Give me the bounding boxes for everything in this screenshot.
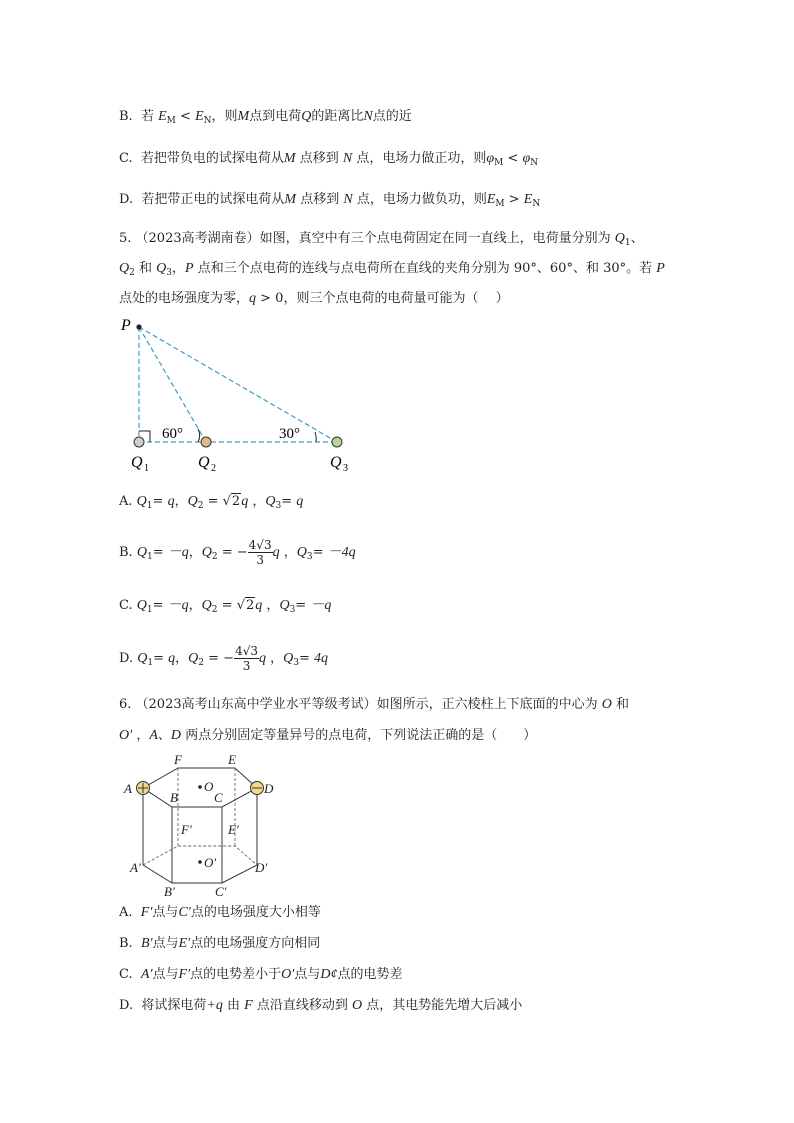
q4-option-b: B. 若 $E_M < E_N$，则M点到电荷Q的距离比N点的近: [119, 109, 412, 126]
label-e: E: [228, 752, 236, 767]
label-c: C: [214, 790, 223, 805]
q6-option-a: A. F′点与C′点的电场强度大小相等: [119, 905, 321, 920]
label-b: B: [170, 790, 178, 805]
label-60: 60°: [162, 426, 183, 442]
label-c-prime: C′: [215, 884, 227, 899]
label-o-prime: O′: [204, 855, 217, 870]
angle-30-arc: [315, 432, 316, 442]
point-o: [198, 785, 202, 789]
q5-option-a: A. $Q_1= q$，$Q_2 = √2q$ ，$Q_3= q$: [119, 494, 304, 511]
q5-option-b: B. $Q_1= -q$，$Q_2$ = − $\frac{4√3}{3}$ q ，$Q_3= -4q$: [119, 538, 356, 567]
label-q2-sub: 2: [211, 463, 216, 474]
label-b-prime: B′: [164, 884, 175, 899]
label-30: 30°: [279, 426, 300, 442]
label-q3: Q: [330, 454, 342, 471]
charge-q3: [332, 437, 342, 447]
label-q1: Q: [131, 454, 143, 471]
q5-figure: [118, 312, 368, 477]
label-f-prime: F′: [181, 822, 192, 837]
line-p-q3: [139, 327, 337, 442]
q6-option-d: D. 将试探电荷+q 由 F 点沿直线移动到 O 点，其电势能先增大后减小: [119, 998, 523, 1013]
label-f: F: [174, 752, 182, 767]
label-a-prime: A′: [130, 860, 141, 875]
q5-stem-line-3: 点处的电场强度为零，q > 0，则三个点电荷的电荷量可能为（ ）: [119, 291, 509, 306]
q6-option-b: B. B′点与E′点的电场强度方向相同: [119, 936, 321, 951]
point-o-prime: [198, 860, 202, 864]
q5-option-c: C. $Q_1= -q$，$Q_2 = √2q$ ，$Q_3= -q$: [119, 598, 332, 615]
charge-q1: [134, 437, 144, 447]
label-e-prime: E′: [228, 822, 239, 837]
q5-option-d: D. $Q_1= q$，$Q_2$ = − $\frac{4√3}{3}$ q ，$Q_3= 4q$: [119, 644, 329, 673]
label-d: D: [264, 781, 274, 796]
label-d-prime: D′: [255, 860, 268, 875]
q5-stem-line-2: $Q_2$ 和 $Q_3$，P 点和三个点电荷的连线与点电荷所在直线的夹角分别为 90°、60°、和 30°。若 P: [119, 261, 665, 278]
label-q2: Q: [198, 454, 210, 471]
q6-stem-line-2: O′ ，A、D 两点分别固定等量异号的点电荷，下列说法正确的是（ ）: [119, 728, 537, 743]
label-a: A: [124, 781, 132, 796]
label-o: O: [204, 779, 214, 794]
line-p-q2: [139, 327, 206, 442]
q5-stem-line-1: 5. （2023高考湖南卷）如图，真空中有三个点电荷固定在同一直线上，电荷量分别为 $Q_1$、: [119, 231, 644, 248]
q4-option-c: C. 若把带负电的试探电荷从M 点移到 N 点，电场力做正功，则$\varphi_M < \varphi_N$: [119, 151, 539, 168]
label-p: P: [121, 317, 131, 334]
angle-60-arc: [198, 429, 200, 442]
point-p: [136, 324, 141, 329]
q6-stem-line-1: 6. （2023高考山东高中学业水平等级考试）如图所示，正六棱柱上下底面的中心为 O 和: [119, 697, 630, 712]
q6-figure: [118, 750, 288, 900]
label-q3-sub: 3: [343, 463, 348, 474]
label-q1-sub: 1: [144, 463, 149, 474]
q6-option-c: C. A′点与F′点的电势差小于O′点与D¢点的电势差: [119, 967, 403, 982]
q4-option-d: D. 若把带正电的试探电荷从M 点移到 N 点，电场力做负功，则$E_M > E_N$: [119, 192, 541, 209]
charge-q2: [201, 437, 211, 447]
bottom-face-front: [143, 865, 257, 883]
